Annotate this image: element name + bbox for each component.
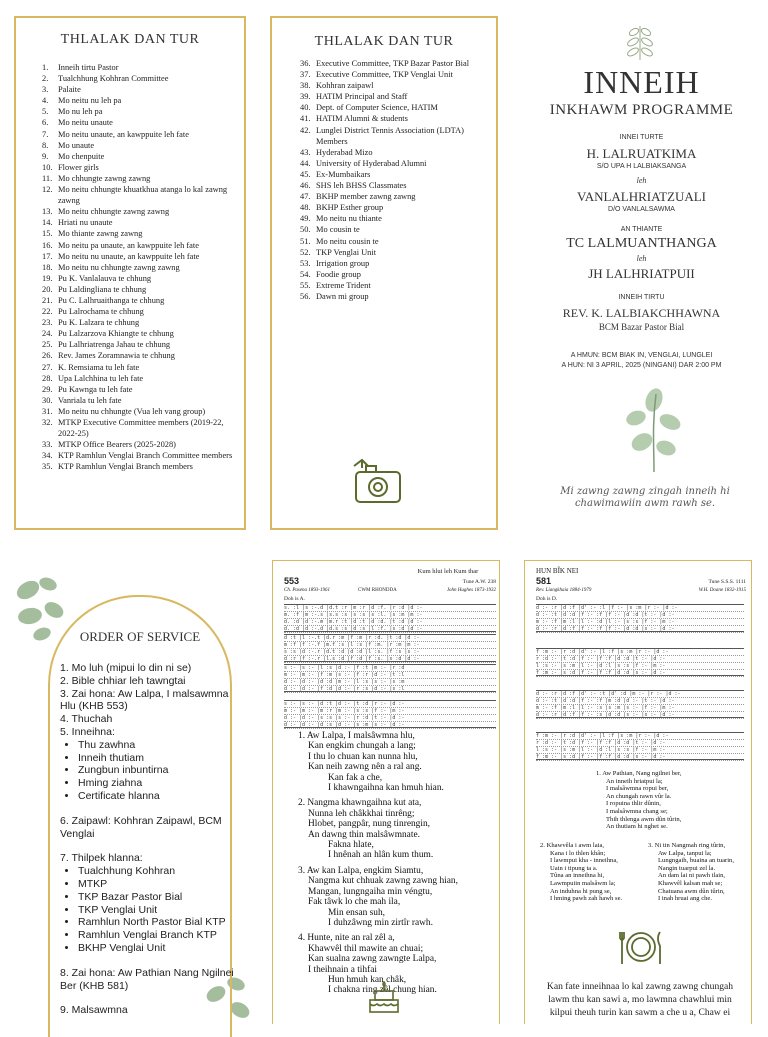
item-text: Pu Lalhriatrenga Jahau te chhung xyxy=(58,340,171,350)
verse-line: Fak tâwk lo che mah ila, xyxy=(308,897,401,908)
list-item xyxy=(300,147,490,158)
list-item xyxy=(42,273,242,284)
item-text: Mo neitu pa unaute, an kawppuite leh fate xyxy=(58,240,199,250)
item-number: 37. xyxy=(300,70,311,80)
pastor-subtitle: BCM Bazar Pastor Bial xyxy=(598,322,685,332)
item-number: 8. xyxy=(42,140,49,150)
innei-label: INNEI TURTE xyxy=(619,134,664,141)
list-item xyxy=(42,240,242,251)
list-item xyxy=(42,450,242,461)
list-item xyxy=(300,91,490,102)
list-item xyxy=(42,129,242,140)
verse-line: 2. Nangma khawngaihna kut ata, xyxy=(298,798,422,809)
list-item xyxy=(42,73,242,84)
order-item: 1. Mo luh (mipui lo din ni se) xyxy=(60,662,192,674)
music-score: d :- :r |d :f |d' :- :t |d' :d |m :- |r :- |d :- d :- :t |d :d |f :- :f |m :d |d :- |t :- |d :- m :- :f |m :l |l :- :s |s :m |s :- |f :- |m :- d :- :r |d :f |f :- :s |d :d |s :- |s :- |d :- xyxy=(536,690,744,718)
list-item xyxy=(42,284,242,295)
item-number: 28. xyxy=(42,373,53,383)
closing-line: Kan fate inneihnaa lo kal zawng zawng chungah xyxy=(546,981,734,992)
verse-line: Kana i lo thlen khân; xyxy=(550,849,606,857)
item-number: 20. xyxy=(42,284,53,294)
item-text: Mo neitu unaute, an kawppuite leh fate xyxy=(58,129,189,139)
item-number: 55. xyxy=(300,280,311,290)
item-number: 53. xyxy=(300,258,311,268)
item-text: Mo neitu nu chhungte (Vua leh vang group) xyxy=(58,406,206,416)
item-text: HATIM Principal and Staff xyxy=(316,92,408,102)
friend2-name: JH LALHRIATPUII xyxy=(588,266,695,281)
list-item xyxy=(300,113,490,124)
verse-line: I theihnain a tihfai xyxy=(308,964,377,975)
list-item xyxy=(42,228,242,239)
bullet-item: • Inneih thutiam xyxy=(78,752,235,765)
item-text: Mo cousin te xyxy=(316,225,360,235)
item-number: 31. xyxy=(42,406,53,416)
list-item xyxy=(42,306,242,317)
item-number: 36. xyxy=(300,59,311,68)
verse-line: I ropuina thlir dûnin, xyxy=(606,800,661,808)
item-number: 27. xyxy=(42,362,53,372)
item-text: Mo neitu chhungte khuatkhua atanga lo kal zawng zawng xyxy=(58,185,228,206)
list-item xyxy=(300,125,490,147)
music-score: s :- |s :- |d :t |d :- |t :d |r :- |d :- m :- |m :- |m :r |m :- |s :s |f :- |m :- d :- |d :- |s :s |s :- |r :d |t :- |d :- d :- |d :- |d :s |d :- |s :m |s :- |d :- xyxy=(284,700,496,728)
verse-line: Lawmpuiin malsâwm la; xyxy=(550,879,616,887)
verse-line: Kan sualna zawng zawngte Lalpa, xyxy=(308,954,437,965)
bullet-item: • Zungbun inbuntirna xyxy=(78,764,235,777)
verse-line: 1. Aw Pathian, Nang ngilnei ber, xyxy=(596,770,682,777)
item-text: Pu K. Vanlalauva te chhung xyxy=(58,273,152,283)
hymn-verse xyxy=(648,842,748,903)
verse-line: 3. Aw kan Lalpa, engkim Siamtu, xyxy=(298,865,424,876)
tirtu-label: INNEIH TIRTU xyxy=(618,294,665,301)
item-text: Mo neitu unaute xyxy=(58,118,113,128)
list-item xyxy=(300,58,490,69)
list-item xyxy=(42,406,242,417)
item-text: Ex-Mumbaikars xyxy=(316,169,371,179)
item-text: Extreme Trident xyxy=(316,280,371,290)
bride-parent: D/O VANLALSAWMA xyxy=(608,206,675,213)
item-number: 25. xyxy=(42,340,53,350)
verse-line: Aw Lalpa, tanpui la; xyxy=(658,849,712,857)
order-title: ORDER OF SERVICE xyxy=(79,629,201,644)
date-text: A HUN: NI 3 APRIL, 2025 (NINGANI) DAR 2:00 PM xyxy=(561,362,722,369)
list-item xyxy=(42,173,242,184)
verse-line: 4. Hunte, nite an ral zêl a, xyxy=(298,933,395,944)
verse-line: I duhzâwng min zirtîr rawh. xyxy=(328,917,433,928)
item-text: Rev. James Zoramnawia te chhung xyxy=(58,351,175,361)
hymn-tune: Tune A.W. 238 xyxy=(462,579,496,585)
camera-icon xyxy=(348,458,408,508)
item-text: Mo neitu nu chhungte zawng zawng xyxy=(58,262,180,272)
verse-line: I malsâwmna ropui ber, xyxy=(606,785,669,793)
music-score: f :m :- |r :d |d' :- |l :f |s :m |r :- |d :- r :d :- |t :d |f :- |f :f |d :d |t :- |d :- l :s :- |s :m |l :- |d :l |s :s |f :- |m :- f :m :- |s :d |f :- |f :f |d :d |s :- |d :- xyxy=(536,648,744,676)
hymn-header: Kum hlui leh Kum thar xyxy=(417,568,479,575)
verse-line: An dawng thin malsâwmnate. xyxy=(308,829,420,840)
order-item: 4. Thuchah xyxy=(60,713,113,726)
item-number: 34. xyxy=(42,451,53,461)
list-item xyxy=(42,384,242,395)
item-text: Mo chenpuite xyxy=(58,151,105,161)
item-number: 22. xyxy=(42,307,53,317)
bullet-item: • Certificate hlanna xyxy=(78,790,235,803)
item-text: Flower girls xyxy=(58,162,99,172)
item-number: 9. xyxy=(42,151,49,161)
item-number: 24. xyxy=(42,329,53,339)
item-number: 54. xyxy=(300,269,311,279)
list-item xyxy=(42,184,242,206)
verse-line: I lawmpui kha - inneihna, xyxy=(550,857,618,865)
list-item xyxy=(42,339,242,350)
pastor-name: REV. K. LALBIAKCHHAWNA xyxy=(562,306,721,320)
item-number: 51. xyxy=(300,236,311,246)
hymn-number: 581 xyxy=(536,576,552,586)
bullet-item: • Ramhlun North Pastor Bial KTP xyxy=(78,916,235,929)
hymn-tune: Tune S.S.S. 1111 xyxy=(708,579,746,585)
inneihna-list xyxy=(60,739,235,803)
leh-text: leh xyxy=(636,176,647,185)
verse-line: Min ensan suh, xyxy=(328,907,386,918)
list-item xyxy=(42,106,242,117)
hymn-key: Doh is D. xyxy=(536,596,558,602)
list-item xyxy=(300,169,490,180)
item-number: 50. xyxy=(300,225,311,235)
item-text: BKHP Esther group xyxy=(316,203,384,213)
item-number: 4. xyxy=(42,96,49,106)
closing-line: kilpui theuh turin kan sawm a che u a, Chaw ei xyxy=(549,1007,731,1018)
item-number: 13. xyxy=(42,207,53,217)
hymn-tune-author: W.H. Doane 1832-1915 xyxy=(698,588,746,593)
order-of-service xyxy=(60,662,235,1017)
item-text: Executive Committee, TKP Venglai Unit xyxy=(316,70,453,80)
item-text: Tualchhung Kohhran Committee xyxy=(58,74,169,84)
hymn-key: Doh is A. xyxy=(284,596,305,602)
item-text: Mo unaute xyxy=(58,140,95,150)
item-text: Pu K. Lalzara te chhung xyxy=(58,318,140,328)
item-text: Palaite xyxy=(58,85,81,95)
verse-line: Kan fak a che, xyxy=(328,772,383,783)
list-item xyxy=(42,84,242,95)
bullet-item: • TKP Bazar Pastor Bial xyxy=(78,891,235,904)
verse-line: Fakna hlate, xyxy=(328,840,374,851)
item-number: 7. xyxy=(42,129,49,139)
bullet-item: • Thu zawhna xyxy=(78,739,235,752)
item-text: Mo nu leh pa xyxy=(58,107,103,117)
music-score: s :- |s :- |l :s |d :- |f :t |m :- |r :d m :- |m :- |f :m |s :- |f :r |d :- |t :l d :- |d :- |d :d |m :- |l :s |s :- |s :m d :- |d :- |f :d |d :- |r :s |d :- |s :l xyxy=(284,664,496,692)
music-score: s. :l |s :-.d |d.t :r |m :r |d :f. |r :d |d :- m. :f |m :-.s |s.s :s |s :s |s :l. |s :m |m :- d. :d |d :-.m |m.r :t |d :t |d :d. |t :d |d :- d. :d |d :-.d |d.s :s |d :s |l :f. |s :d |d :- xyxy=(284,604,496,632)
item-number: 21. xyxy=(42,295,53,305)
item-text: KTP Ramhlun Venglai Branch members xyxy=(58,462,193,472)
item-number: 17. xyxy=(42,251,53,261)
eucalyptus-icon xyxy=(614,386,694,476)
item-text: K. Remsiama tu leh fate xyxy=(58,362,140,372)
item-number: 5. xyxy=(42,107,49,117)
list-item xyxy=(300,102,490,113)
groom-parent: S/O UPA H LALBIAKSANGA xyxy=(596,163,687,170)
list-item xyxy=(42,350,242,361)
item-text: Lunglei District Tennis Association (LDTA) Members xyxy=(316,125,464,146)
item-number: 3. xyxy=(42,85,49,95)
cover-quote: Mi zawng zawng zingah inneih hi chawimawiin awm rawh se. xyxy=(560,486,730,509)
panel-title: THLALAK DAN TUR xyxy=(314,34,454,49)
list-item xyxy=(42,251,242,262)
item-text: Mo neitu nu unaute, an kawppuite leh fate xyxy=(58,251,200,261)
verse-line: Thih thlenga awm dûn tûrin, xyxy=(606,815,682,823)
verse-line: 3. Ni tin Nangmah ring tûrin, xyxy=(648,842,726,849)
venue-text: A HMUN: BCM BIAK IN, VENGLAI, LUNGLEI xyxy=(570,352,713,359)
list-item xyxy=(300,80,490,91)
list-item xyxy=(42,117,242,128)
list-item xyxy=(42,295,242,306)
list-item xyxy=(300,69,490,80)
bullet-item: • Tualchhung Kohhran xyxy=(78,865,235,878)
list-item xyxy=(42,62,242,73)
list-item xyxy=(42,151,242,162)
item-text: Pu Lalzarzova Khiangte te chhung xyxy=(58,329,174,339)
groom-name: H. LALRUATKIMA xyxy=(586,146,697,161)
item-text: KTP Ramhlun Venglai Branch Committee members xyxy=(58,451,233,461)
item-text: Pu Laldingliana te chhung xyxy=(58,284,147,294)
item-text: Mo thiante zawng zawng xyxy=(58,229,143,239)
hymn-number: 553 xyxy=(284,576,300,586)
hymn-composer: Ch. Pasena 1893-1961 xyxy=(284,588,330,593)
item-text: Mo chhungte zawng zawng xyxy=(58,173,151,183)
list-item xyxy=(42,362,242,373)
thilpek-list xyxy=(60,865,235,955)
item-number: 35. xyxy=(42,462,53,472)
verse-line: Lungngaih, buaina an tuarin, xyxy=(658,857,734,865)
bullet-item: • MTKP xyxy=(78,878,235,891)
item-text: Upa Lalchhina tu leh fate xyxy=(58,373,144,383)
verse-line: I chakna ring zêl chung hian. xyxy=(328,985,437,996)
closing-line: lawm thu kan sawi a, mo lawmna chawhlui min xyxy=(548,994,732,1005)
item-number: 49. xyxy=(300,214,311,224)
verse-line: I hnênah an hlân kum thum. xyxy=(328,850,434,861)
item-text: Executive Committee, TKP Bazar Pastor Bial xyxy=(316,59,470,68)
item-text: University of Hyderabad Alumni xyxy=(316,158,427,168)
verse-line: An induhna hi pung se, xyxy=(550,887,612,895)
hymn-tune-author: John Hughes 1873-1932 xyxy=(446,588,496,593)
verse-line: Hun hmuh kan châk, xyxy=(328,974,407,985)
list-item xyxy=(42,395,242,406)
photo-order-panel-2 xyxy=(270,16,498,530)
cake-icon xyxy=(366,980,402,1014)
verse-line: An dam lai ni pawh tlain, xyxy=(658,872,726,880)
item-text: Pu C. Lalhruaithanga te chhung xyxy=(58,295,165,305)
item-number: 47. xyxy=(300,192,311,202)
item-text: Irrigation group xyxy=(316,258,370,268)
item-number: 1. xyxy=(42,63,49,72)
list-item xyxy=(42,417,242,439)
order-item: 2. Bible chhiar leh tawngtai xyxy=(60,674,186,687)
photo-order-panel-1 xyxy=(14,16,246,530)
item-number: 16. xyxy=(42,240,53,250)
verse-line: Kan engkim chungah a lang; xyxy=(308,741,416,752)
order-item: 5. Inneihna: xyxy=(60,725,115,738)
item-number: 14. xyxy=(42,218,53,228)
verse-line: Khawvêl kalsan mah se; xyxy=(658,879,723,887)
list-item xyxy=(300,180,490,191)
list-item xyxy=(300,291,490,302)
item-number: 38. xyxy=(300,81,311,91)
music-score: d :- :r |d :f |d' :- :l |f :- |s :m |r :- |d :- d :- :t |d :d |f :- :f |f :- |d :d |t :- |d :- m :- :f |m :l |l :- :d |l :- |s :s |f :- |m :- d :- :r |d :f |f :- :f |f :- |d :d |s :- |d :- xyxy=(536,604,744,632)
item-text: Dept. of Computer Science, HATIM xyxy=(316,103,438,113)
verse-line: An thutiam hi nghet se. xyxy=(606,823,668,831)
item-text: TKP Venglai Unit xyxy=(316,247,377,257)
order-item: 6. Zaipawl: Kohhran Zaipawl, BCM Venglai xyxy=(60,814,222,840)
list-item xyxy=(42,328,242,339)
list-item xyxy=(300,191,490,202)
list-item xyxy=(300,247,490,258)
verse-line: I hming pawh zah hawh se. xyxy=(550,895,623,903)
item-number: 40. xyxy=(300,103,311,113)
hymn-verse xyxy=(540,842,640,903)
item-number: 43. xyxy=(300,147,311,157)
item-number: 6. xyxy=(42,118,49,128)
order-item: 9. Malsawmna xyxy=(60,1004,128,1017)
panel-title: THLALAK DAN TUR xyxy=(60,32,200,47)
item-text: Kohhran zaipawl xyxy=(316,81,374,91)
item-number: 30. xyxy=(42,395,53,405)
item-number: 2. xyxy=(42,74,49,84)
order-item: 7. Thilpek hlanna: xyxy=(60,852,143,865)
verse-line: An chungah rawn vûr la. xyxy=(606,792,672,800)
verse-line: Nunna leh châkkhai tinrêng; xyxy=(308,808,415,819)
item-number: 42. xyxy=(300,125,311,135)
list-item xyxy=(42,95,242,106)
item-text: Mo neitu nu thiante xyxy=(316,214,382,224)
verse-line: I khawngaihna kan hmuh hian. xyxy=(328,783,444,794)
list-item xyxy=(300,280,490,291)
item-number: 52. xyxy=(300,247,311,257)
list-item xyxy=(300,258,490,269)
verse-line: Chatuana awm dûn tûrin, xyxy=(658,887,725,895)
item-number: 11. xyxy=(42,173,53,183)
item-text: Hyderabad Mizo xyxy=(316,147,373,157)
list-item xyxy=(42,206,242,217)
verse-line: Nangin tuarpui zel la. xyxy=(658,864,716,872)
photo-order-list xyxy=(300,58,490,302)
hymn-header: HUN BÎK NEI xyxy=(536,567,579,575)
item-number: 39. xyxy=(300,92,311,102)
verse-line: I malsâwmna chang se; xyxy=(606,807,668,815)
cover-title: INNEIH xyxy=(583,64,700,100)
verse-line: 1. Aw Lalpa, I malsâwmna hlu, xyxy=(298,731,415,741)
item-text: MTKP Executive Committee members (2019-22, 2022-25) xyxy=(58,418,224,439)
list-item xyxy=(42,461,242,472)
list-item xyxy=(42,140,242,151)
list-item xyxy=(42,217,242,228)
friend1-name: TC LALMUANTHANGA xyxy=(566,236,717,251)
order-item: 8. Zai hona: Aw Pathian Nang Ngilnei Ber (KHB 581) xyxy=(60,966,234,992)
list-item xyxy=(300,213,490,224)
item-text: BKHP member zawng zawng xyxy=(316,192,416,202)
dinner-plate-icon xyxy=(618,924,664,970)
item-number: 10. xyxy=(42,162,53,172)
verse-line: Kan neih zawng nên a ral ang. xyxy=(308,762,422,773)
verse-line: Hlobet, pangpâr, nung tinrengin, xyxy=(308,819,430,830)
item-number: 44. xyxy=(300,158,311,168)
bullet-item: • BKHP Venglai Unit xyxy=(78,942,235,955)
verse-line: Nangma kut chhuak zawng zawng hian, xyxy=(308,876,458,887)
item-number: 23. xyxy=(42,318,53,328)
verse-line: Tûna an inneihna hi, xyxy=(550,872,605,880)
item-number: 41. xyxy=(300,114,311,124)
item-text: Mo neitu chhungte zawng zawng xyxy=(58,207,170,217)
verse-line: Khawvêl thil mawite an chuai; xyxy=(308,943,424,954)
verse-line: An inneih hriatpui la; xyxy=(606,777,663,785)
hymn-meter: CWM RHONDDA xyxy=(358,588,397,593)
hymn-composer: Rev. Liangkhaia 1884-1979 xyxy=(536,588,592,593)
list-item xyxy=(42,162,242,173)
item-number: 45. xyxy=(300,169,311,179)
item-number: 48. xyxy=(300,203,311,213)
list-item xyxy=(42,373,242,384)
item-number: 46. xyxy=(300,181,311,191)
verse-line: Uain i tipung ta a. xyxy=(550,864,598,872)
order-item: 3. Zai hona: Aw Lalpa, I malsawmna Hlu (KHB 553) xyxy=(60,687,229,713)
item-number: 32. xyxy=(42,418,53,427)
list-item xyxy=(300,236,490,247)
bullet-item: • Ramhlun Venglai Branch KTP xyxy=(78,929,235,942)
item-text: Foodie group xyxy=(316,269,361,279)
item-text: Vanriala tu leh fate xyxy=(58,395,122,405)
item-text: Inneih tirtu Pastor xyxy=(58,63,119,72)
hymn-verse xyxy=(596,770,736,831)
item-number: 26. xyxy=(42,351,53,361)
thiante-label: AN THIANTE xyxy=(620,226,663,233)
item-text: Mo neitu cousin te xyxy=(316,236,379,246)
list-item xyxy=(42,439,242,450)
list-item xyxy=(300,158,490,169)
item-text: SHS leh BHSS Classmates xyxy=(316,181,407,191)
music-score: f :m :- |r :d |d' :- |l :f |s :m |r :- |d :- r :d :- |t :d |f :- |f :f |d :d |t :- |d :- l :s :- |s :m |l :- |d :l |s :s |f :- |m :- f :m :- |s :d |f :- |f :f |d :d |s :- |d :- xyxy=(536,732,744,760)
item-text: Hriati nu unaute xyxy=(58,218,113,228)
verse-line: I thu lo chuan kan nunna hlu, xyxy=(308,751,418,762)
bullet-item: • TKP Venglai Unit xyxy=(78,904,235,917)
item-number: 19. xyxy=(42,273,53,283)
list-item xyxy=(42,262,242,273)
bullet-item: • Hming ziahna xyxy=(78,777,235,790)
photo-order-list xyxy=(42,62,242,472)
leh-text: leh xyxy=(636,254,647,263)
closing-message xyxy=(534,980,746,1019)
bride-name: VANLALHRIATZUALI xyxy=(576,189,707,204)
item-number: 29. xyxy=(42,384,53,394)
item-text: Dawn mi group xyxy=(316,291,369,301)
cover-subtitle: INKHAWM PROGRAMME xyxy=(549,102,734,118)
item-number: 12. xyxy=(42,185,53,195)
item-number: 15. xyxy=(42,229,53,239)
music-score: d :t |l :-.t |d.r :m |f :m |r :d. |t :d |d :- m :f |f :-.f |m.f :s |l :s |f :m. |r :m |m :- s :s |d :-.r |d.t :d |d :d |l :s. |f :s |s :- d :r |f :-.r |l.s :d |f :d |f :s. |s :d |d :- xyxy=(284,634,496,662)
list-item xyxy=(300,202,490,213)
item-number: 18. xyxy=(42,262,53,272)
list-item xyxy=(300,269,490,280)
verse-line: Mangan, lungngaiha min véngtu, xyxy=(308,886,433,897)
item-text: HATIM Alumni & students xyxy=(316,114,408,124)
hymn-verse xyxy=(298,731,498,996)
item-number: 56. xyxy=(300,291,311,301)
leaf-sprig-icon xyxy=(620,22,660,62)
list-item xyxy=(300,224,490,235)
item-text: MTKP Office Bearers (2025-2028) xyxy=(58,440,176,450)
item-number: 33. xyxy=(42,440,53,450)
item-text: Mo neitu nu leh pa xyxy=(58,96,122,106)
item-text: Pu Lalrochama te chhung xyxy=(58,307,144,317)
verse-line: 2. Khawvêla i awm laia, xyxy=(540,842,605,849)
verse-line: I inah hruai ang che. xyxy=(658,895,713,903)
item-text: Pu Kawnga tu leh fate xyxy=(58,384,133,394)
list-item xyxy=(42,317,242,328)
